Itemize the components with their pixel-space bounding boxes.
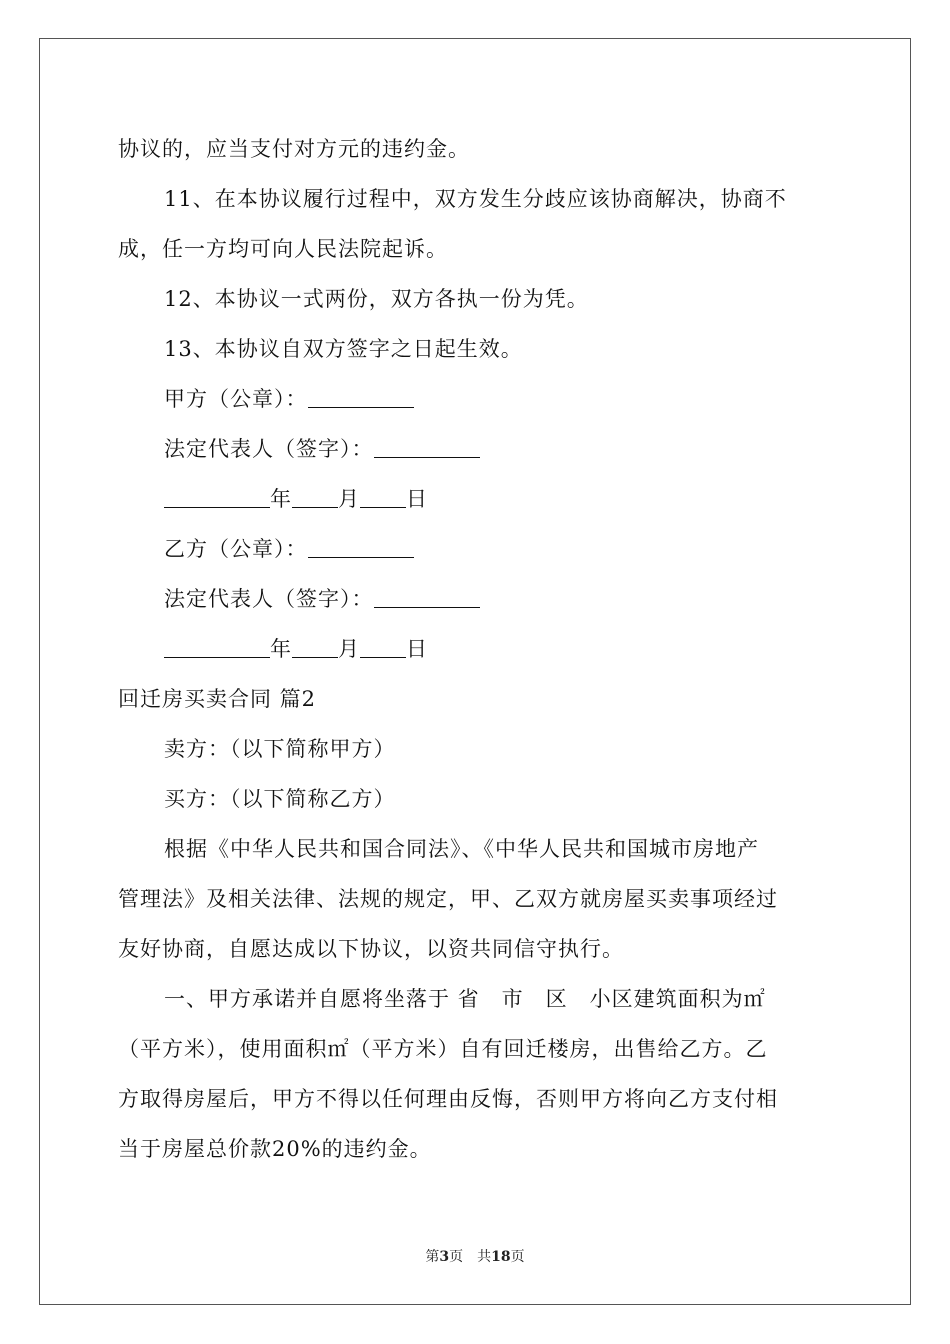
signature-blank[interactable]: [374, 435, 480, 458]
signature-blank[interactable]: [308, 385, 414, 408]
text-line: 一、甲方承诺并自愿将坐落于 省 市 区 小区建筑面积为㎡: [164, 987, 766, 1011]
footer-middle: 页 共: [449, 1249, 492, 1265]
date-line-a: [118, 474, 834, 524]
seller-line: 卖方：（以下简称甲方）: [164, 737, 396, 761]
month-blank[interactable]: [292, 635, 338, 658]
rep-a-sign-line: [118, 424, 834, 474]
year-blank[interactable]: [164, 635, 270, 658]
text-line: 协议的，应当支付对方元的违约金。: [118, 137, 470, 161]
month-blank[interactable]: [292, 485, 338, 508]
total-page-count: 18: [491, 1249, 511, 1265]
party-a-seal-line: [118, 374, 834, 424]
text-line: 方取得房屋后，甲方不得以任何理由反悔，否则甲方将向乙方支付相: [118, 1087, 778, 1111]
clause-12: 12、本协议一式两份，双方各执一份为凭。: [164, 287, 589, 311]
month-label: 月: [338, 637, 360, 661]
text-line: 友好协商，自愿达成以下协议，以资共同信守执行。: [118, 937, 624, 961]
clause-11: 11、在本协议履行过程中，双方发生分歧应该协商解决，协商不: [164, 187, 787, 211]
year-label: 年: [270, 487, 292, 511]
text-line: 根据《中华人民共和国合同法》、《中华人民共和国城市房地产: [164, 837, 759, 861]
page-footer: [0, 1246, 950, 1266]
footer-prefix: 第: [425, 1249, 440, 1265]
signature-blank[interactable]: [374, 585, 480, 608]
section-heading: 回迁房买卖合同 篇2: [118, 687, 317, 711]
text-line: 成，任一方均可向人民法院起诉。: [118, 237, 448, 261]
day-label: 日: [406, 487, 428, 511]
signature-blank[interactable]: [308, 535, 414, 558]
year-label: 年: [270, 637, 292, 661]
document-body: [118, 126, 834, 1174]
text-line: 当于房屋总价款20%的违约金。: [118, 1137, 432, 1161]
year-blank[interactable]: [164, 485, 270, 508]
party-b-seal-line: [118, 524, 834, 574]
footer-suffix: 页: [510, 1249, 525, 1265]
clause-13: 13、本协议自双方签字之日起生效。: [164, 337, 523, 361]
day-blank[interactable]: [360, 485, 406, 508]
current-page-number: 3: [439, 1249, 450, 1265]
rep-b-sign-line: [118, 574, 834, 624]
day-blank[interactable]: [360, 635, 406, 658]
text-line: （平方米），使用面积㎡（平方米）自有回迁楼房，出售给乙方。乙: [118, 1037, 768, 1061]
rep-a-label: 法定代表人（签字）：: [164, 437, 374, 461]
party-a-label: 甲方（公章）：: [164, 387, 308, 411]
buyer-line: 买方：（以下简称乙方）: [164, 787, 396, 811]
month-label: 月: [338, 487, 360, 511]
rep-b-label: 法定代表人（签字）：: [164, 587, 374, 611]
date-line-b: [118, 624, 834, 674]
text-line: 管理法》及相关法律、法规的规定，甲、乙双方就房屋买卖事项经过: [118, 887, 778, 911]
day-label: 日: [406, 637, 428, 661]
party-b-label: 乙方（公章）：: [164, 537, 308, 561]
